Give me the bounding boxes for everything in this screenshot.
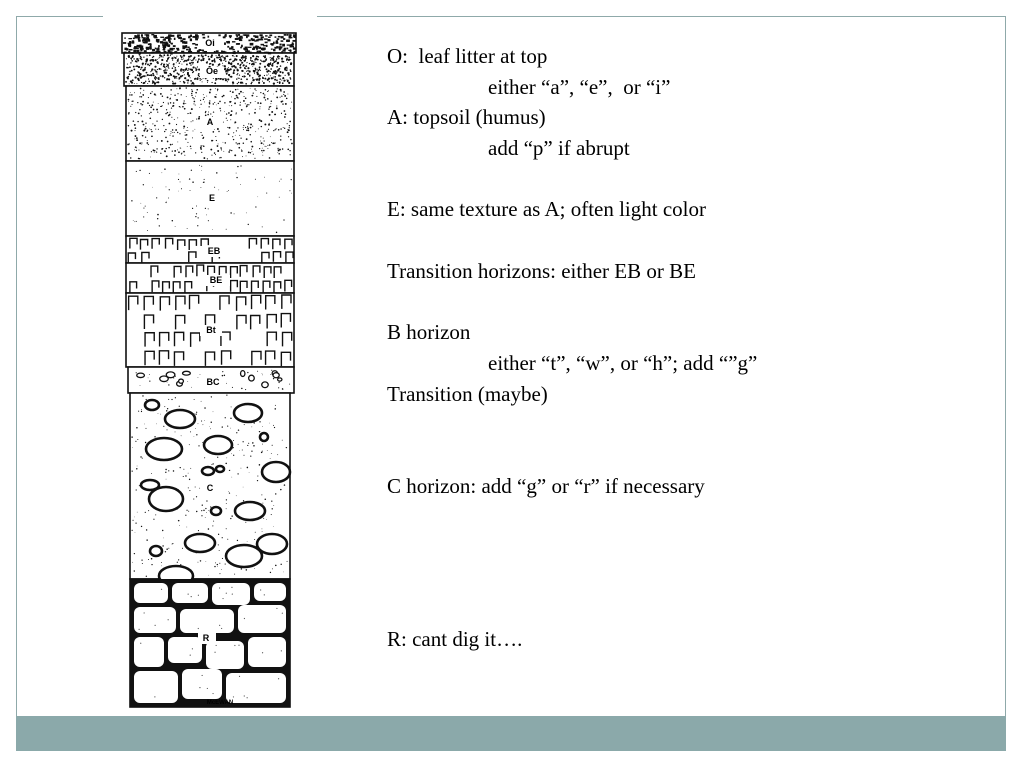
horizon-label-oe: Oe	[205, 66, 219, 76]
bedrock-block	[206, 641, 244, 669]
artist-signature: McEWAN	[206, 700, 234, 706]
horizon-label-bt: Bt	[206, 325, 216, 335]
rock	[211, 507, 221, 515]
rock	[235, 502, 265, 520]
horizon-label-be: BE	[209, 275, 223, 285]
bedrock-block	[238, 605, 286, 633]
bedrock-block	[134, 583, 168, 603]
frame-gap	[103, 12, 317, 20]
bedrock-block	[168, 637, 202, 663]
bedrock-block	[212, 583, 250, 605]
rock	[165, 410, 195, 428]
horizon-label-e: E	[208, 193, 216, 203]
bedrock-block	[180, 609, 234, 633]
rock	[145, 400, 159, 410]
rock	[226, 545, 262, 567]
note-o-suffix: either “a”, “e”, or “i”	[488, 74, 671, 99]
note-c-horizon: C horizon: add “g” or “r” if necessary	[387, 473, 705, 498]
bedrock-block	[248, 637, 286, 667]
rock	[202, 467, 214, 475]
bedrock-block	[134, 607, 176, 633]
note-b-suffix: either “t”, “w”, or “h”; add “”g”	[488, 350, 758, 375]
bedrock-block	[254, 583, 286, 601]
note-transition-horizons: Transition horizons: either EB or BE	[387, 258, 696, 283]
bedrock-block	[172, 583, 208, 603]
bedrock-block	[182, 669, 222, 699]
bedrock-block	[134, 671, 178, 703]
note-b-horizon: B horizon	[387, 320, 471, 345]
horizon-label-c: C	[206, 483, 214, 493]
rock	[185, 534, 215, 552]
rock	[216, 466, 224, 472]
note-o-horizon: O: leaf litter at top	[387, 44, 548, 68]
note-a-suffix: add “p” if abrupt	[488, 136, 630, 161]
horizon-label-eb: EB	[207, 246, 221, 256]
rock	[150, 546, 162, 556]
rock	[262, 462, 290, 482]
note-transition-maybe: Transition (maybe)	[387, 381, 548, 406]
footer-bar	[16, 716, 1006, 751]
horizon-notes	[387, 41, 997, 655]
bedrock-block	[134, 637, 164, 667]
note-e-horizon: E: same texture as A; often light color	[387, 197, 706, 222]
rock	[234, 404, 262, 422]
horizon-label-bc: BC	[206, 377, 220, 387]
rock	[260, 433, 268, 441]
note-r-horizon: R: cant dig it….	[387, 627, 523, 652]
rock	[146, 438, 182, 460]
bedrock-block	[226, 673, 286, 703]
soil-profile-diagram	[120, 31, 300, 709]
note-a-horizon: A: topsoil (humus)	[387, 105, 546, 130]
rock	[204, 436, 232, 454]
horizon-label-r: R	[202, 633, 210, 643]
horizon-label-a: A	[206, 117, 214, 127]
rock	[149, 487, 183, 511]
horizon-label-oi: Oi	[205, 38, 215, 48]
